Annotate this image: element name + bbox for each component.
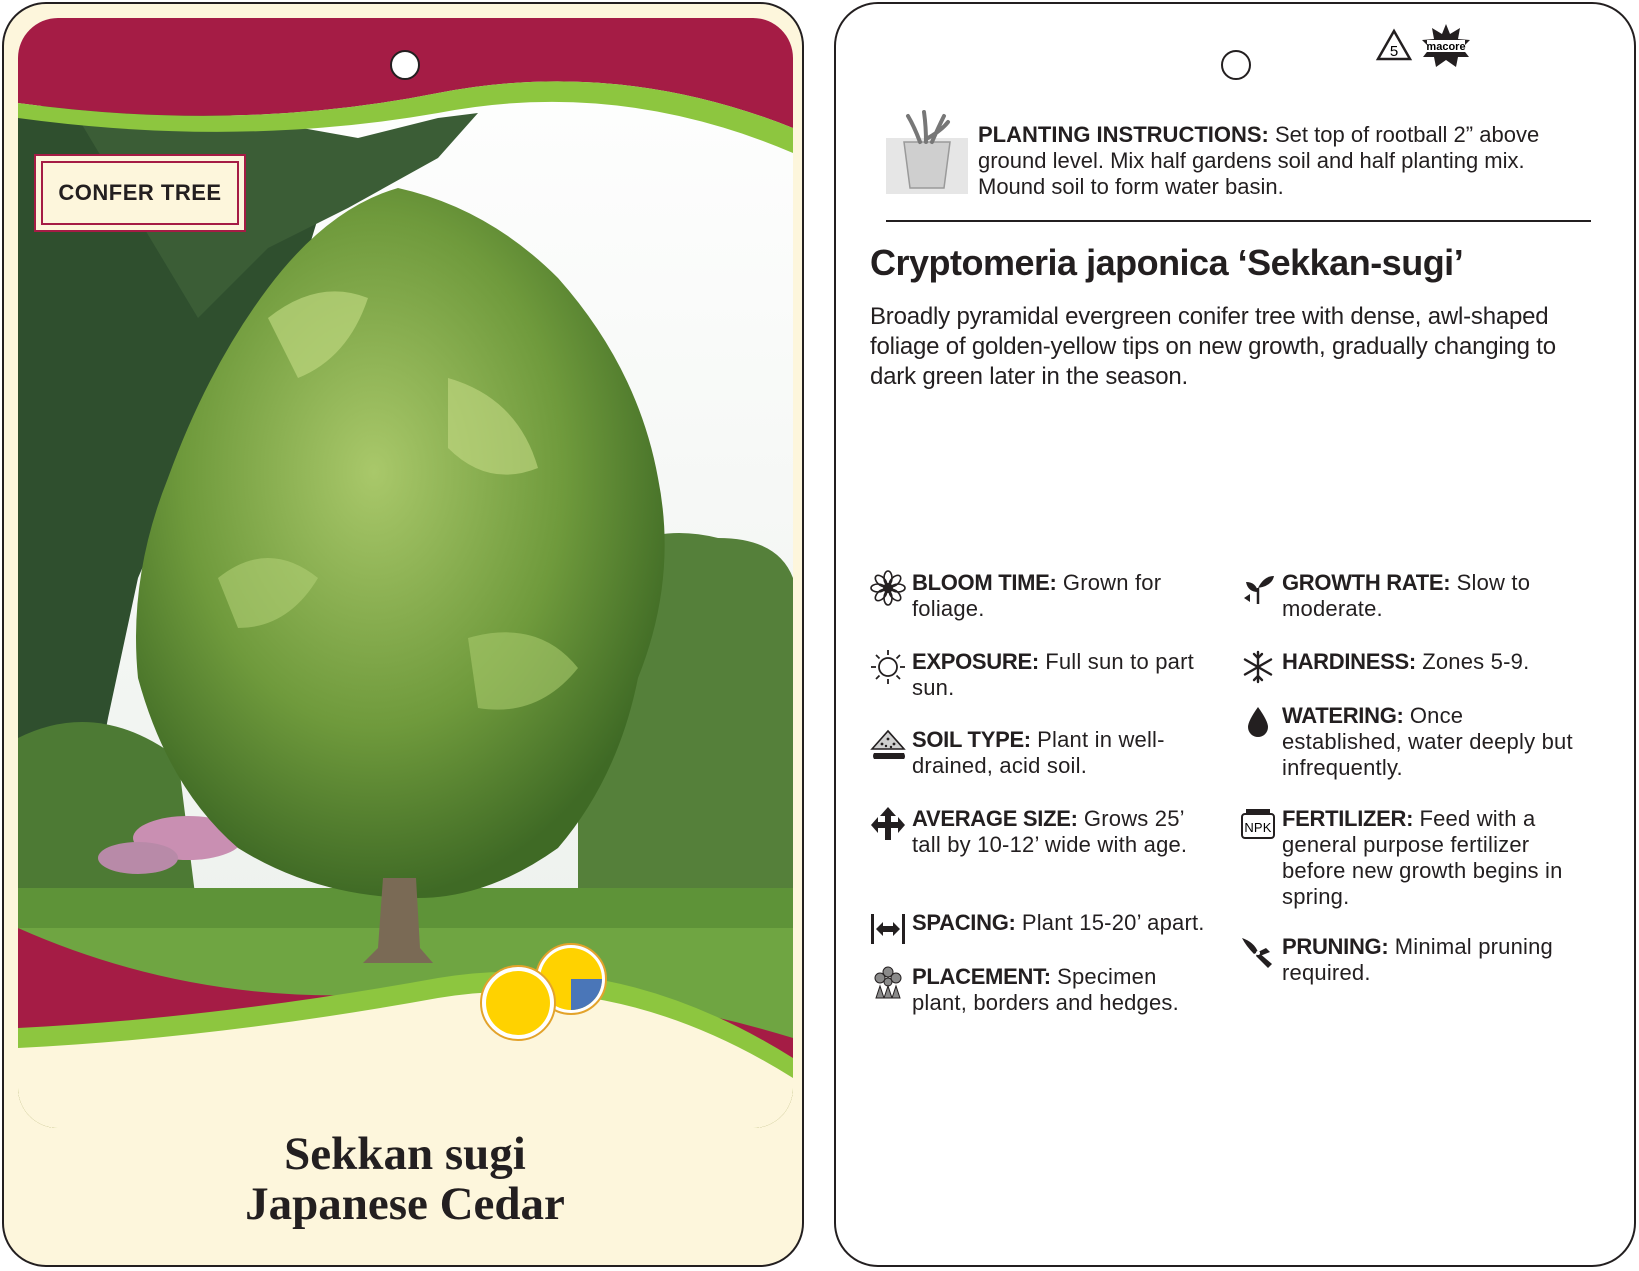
category-badge: [34, 154, 246, 232]
attr-pruning: PRUNING: Minimal pruning required.: [1282, 934, 1587, 986]
attr-exposure: EXPOSURE: Full sun to part sun.: [912, 649, 1212, 701]
common-name-line1: Sekkan sugi: [284, 1128, 526, 1180]
npk-icon: [1240, 806, 1276, 842]
tag-back: [834, 2, 1636, 1267]
attr-soil-type: SOIL TYPE: Plant in well-drained, acid soil.: [912, 727, 1212, 779]
planting-text: Set top of rootball 2” above ground level. Mix half gardens soil and half planting mix. Mound soil to form water basin.: [978, 122, 1540, 199]
planting-heading: PLANTING INSTRUCTIONS:: [978, 122, 1269, 147]
attr-growth-rate: GROWTH RATE: Slow to moderate.: [1282, 570, 1587, 622]
attr-watering: WATERING: Once established, water deeply but infrequently.: [1282, 703, 1587, 781]
pruners-icon: [1240, 934, 1276, 970]
common-name: [4, 1129, 804, 1229]
scientific-name: Cryptomeria japonica ‘Sekkan-sugi’: [870, 242, 1464, 283]
sprout-icon: [1240, 570, 1276, 606]
macore-logo-icon: [1419, 22, 1473, 68]
planting-instructions: [978, 122, 1598, 200]
flower-icon: [870, 570, 906, 606]
plant-description: Broadly pyramidal evergreen conifer tree with dense, awl-shaped foliage of golden-yellow tips on new growth, gradually changing to dark green later in the season.: [870, 303, 1556, 390]
sun-icon: [870, 649, 906, 685]
category-badge-label: CONFER TREE: [58, 180, 222, 205]
plant-pot-icon: [886, 108, 968, 198]
attr-spacing: SPACING: Plant 15-20’ apart.: [912, 910, 1212, 936]
size-icon: [870, 806, 906, 842]
hang-hole: [390, 50, 420, 80]
common-name-line2: Japanese Cedar: [245, 1178, 565, 1230]
divider: [886, 220, 1591, 222]
recycle-number: 5: [1389, 43, 1399, 60]
water-drop-icon: [1240, 703, 1276, 739]
placement-icon: [870, 964, 906, 1000]
tag-front: [2, 2, 804, 1267]
svg-text:NPK: NPK: [1244, 820, 1272, 835]
macore-logo-text: macore: [1426, 41, 1466, 53]
attr-fertilizer: NPK FERTILIZER: Feed with a general purpose fertilizer before new growth begins in spring.: [1282, 806, 1587, 910]
attr-placement: PLACEMENT: Specimen plant, borders and hedges.: [912, 964, 1212, 1016]
recycle-icon: [1374, 28, 1414, 64]
snowflake-icon: [1240, 649, 1276, 685]
hang-hole: [1221, 50, 1251, 80]
attr-hardiness: HARDINESS: Zones 5-9.: [1282, 649, 1587, 675]
attr-bloom-time: BLOOM TIME: Grown for foliage.: [912, 570, 1212, 622]
soil-icon: [870, 727, 906, 763]
attr-average-size: AVERAGE SIZE: Grows 25’ tall by 10-12’ wide with age.: [912, 806, 1212, 858]
spacing-icon: [870, 910, 906, 946]
